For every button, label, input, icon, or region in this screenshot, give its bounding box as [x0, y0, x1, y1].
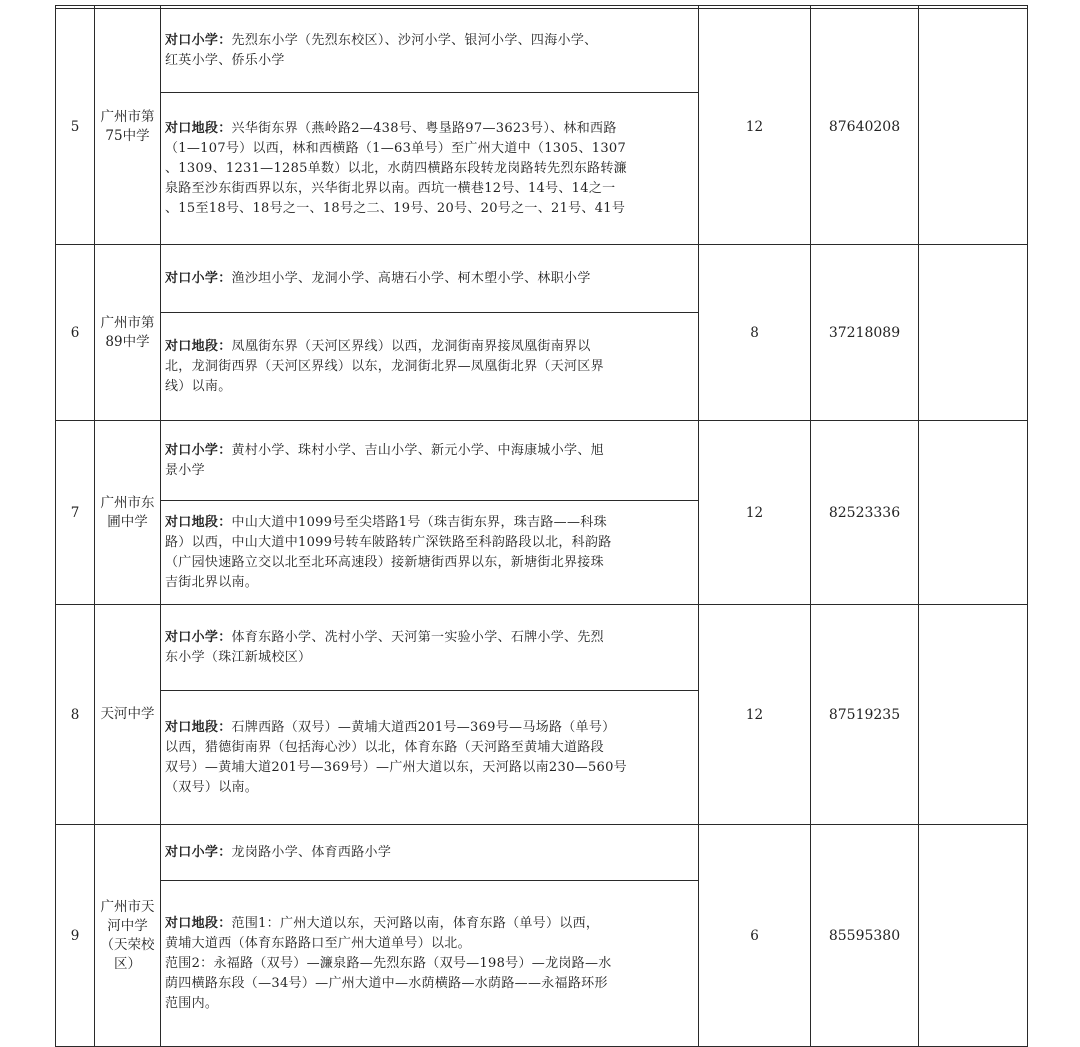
area-text: [165, 337, 694, 397]
field-label: 对口地段：: [165, 120, 232, 136]
field-value: 范围2：永福路（双号）—濂泉路—先烈东路（双号—198号）—龙岗路—水: [165, 955, 612, 971]
row-number: 6: [56, 245, 95, 421]
text-line: [165, 119, 694, 139]
field-value: 双号）—黄埔大道201号—369号）—广州大道以东，天河路以南230—560号: [165, 759, 627, 775]
phone-number: 37218089: [811, 245, 919, 421]
field-label: 对口地段：: [165, 514, 232, 530]
table-row: [56, 605, 1028, 691]
school-name: [95, 245, 161, 421]
school-name-line: 广州市第: [100, 314, 155, 331]
school-name: [95, 9, 161, 245]
school-name-line: 河中学: [107, 917, 148, 934]
text-line: [165, 553, 694, 573]
field-value: 黄村小学、珠村小学、吉山小学、新元小学、中海康城小学、旭: [231, 442, 604, 458]
remarks-cell: [919, 605, 1028, 825]
text-line: [165, 357, 694, 377]
primary-schools-text: [165, 628, 694, 668]
area-text: [165, 119, 694, 219]
area-text: [165, 718, 694, 798]
field-label: 对口地段：: [165, 338, 232, 354]
primary-schools-text: [165, 441, 694, 481]
field-value: 范围1：广州大道以东，天河路以南，体育东路（单号）以西，: [231, 915, 600, 931]
field-value: 路）以西，中山大道中1099号转车陂路转广深铁路至科韵路段以北，科韵路: [165, 534, 612, 550]
class-count: 12: [699, 9, 811, 245]
text-line: [165, 914, 694, 934]
row-number: 7: [56, 421, 95, 605]
school-name-line: （天荣校: [100, 936, 155, 953]
school-name-line: 广州市东: [100, 494, 155, 511]
text-line: [165, 843, 694, 863]
text-line: [165, 337, 694, 357]
school-name-line: 89中学: [105, 333, 150, 350]
primary-schools-text: [165, 269, 694, 289]
school-name: [95, 825, 161, 1047]
field-value: 红英小学、侨乐小学: [165, 52, 285, 68]
table-body: [56, 6, 1028, 1047]
text-line: [165, 628, 694, 648]
field-value: 线）以南。: [165, 378, 232, 394]
remarks-cell: [919, 245, 1028, 421]
remarks-cell: [919, 421, 1028, 605]
class-count: 8: [699, 245, 811, 421]
table-row: [56, 245, 1028, 313]
area-cell: [161, 313, 699, 421]
field-value: 北，龙洞街西界（天河区界线）以东，龙洞街北界—凤凰街北界（天河区界: [165, 358, 604, 374]
field-value: 、1309、1231—1285单数）以北，水荫四横路东段转龙岗路转先烈东路转濂: [165, 160, 627, 176]
field-value: 范围内。: [165, 995, 219, 1011]
area-cell: [161, 93, 699, 245]
field-label: 对口小学：: [165, 270, 232, 286]
row-number: 5: [56, 9, 95, 245]
school-name: [95, 605, 161, 825]
class-count: 12: [699, 605, 811, 825]
text-line: [165, 738, 694, 758]
text-line: [165, 934, 694, 954]
text-line: [165, 533, 694, 553]
field-label: 对口地段：: [165, 719, 232, 735]
school-name-line: 75中学: [105, 127, 150, 144]
remarks-cell: [919, 9, 1028, 245]
text-line: [165, 718, 694, 738]
field-label: 对口小学：: [165, 629, 232, 645]
field-value: 先烈东小学（先烈东校区）、沙河小学、银河小学、四海小学、: [231, 32, 598, 48]
text-line: [165, 974, 694, 994]
table-row: [56, 825, 1028, 881]
field-value: 中山大道中1099号至尖塔路1号（珠吉街东界，珠吉路——科珠: [231, 514, 607, 530]
area-text: [165, 513, 694, 593]
field-value: 黄埔大道西（体育东路路口至广州大道单号）以北。: [165, 935, 471, 951]
text-line: [165, 139, 694, 159]
school-name-line: 圃中学: [107, 513, 148, 530]
phone-number: 82523336: [811, 421, 919, 605]
text-line: [165, 199, 694, 219]
text-line: [165, 778, 694, 798]
primary-schools-cell: [161, 245, 699, 313]
text-line: [165, 954, 694, 974]
text-line: [165, 31, 694, 51]
area-cell: [161, 881, 699, 1047]
school-name-line: 区）: [114, 955, 141, 972]
primary-schools-text: [165, 843, 694, 863]
field-label: 对口小学：: [165, 844, 232, 860]
field-value: 石牌西路（双号）—黄埔大道西201号—369号—马场路（单号）: [231, 719, 616, 735]
field-label: 对口地段：: [165, 915, 232, 931]
text-line: [165, 377, 694, 397]
field-value: 泉路至沙东街西界以东，兴华街北界以南。西坑一横巷12号、14号、14之一: [165, 180, 616, 196]
text-line: [165, 51, 694, 71]
text-line: [165, 573, 694, 593]
school-name: [95, 421, 161, 605]
class-count: 12: [699, 421, 811, 605]
phone-number: 87640208: [811, 9, 919, 245]
area-cell: [161, 691, 699, 825]
row-number: 8: [56, 605, 95, 825]
field-value: 体育东路小学、冼村小学、天河第一实验小学、石牌小学、先烈: [231, 629, 604, 645]
school-name-line: 广州市天: [100, 898, 155, 915]
field-value: 龙岗路小学、体育西路小学: [231, 844, 392, 860]
primary-schools-text: [165, 31, 694, 71]
school-name-line: 天河中学: [100, 706, 155, 722]
text-line: [165, 994, 694, 1014]
school-name-line: 广州市第: [100, 108, 155, 125]
primary-schools-cell: [161, 605, 699, 691]
field-value: （双号）以南。: [165, 779, 259, 795]
field-label: 对口小学：: [165, 442, 232, 458]
field-value: （广园快速路立交以北至北环高速段）接新塘街西界以东，新塘街北界接珠: [165, 554, 604, 570]
zoning-table: [55, 5, 1028, 1047]
table-row: [56, 421, 1028, 501]
text-line: [165, 758, 694, 778]
field-value: 吉街北界以南。: [165, 574, 259, 590]
text-line: [165, 269, 694, 289]
primary-schools-cell: [161, 9, 699, 93]
field-value: 景小学: [165, 462, 205, 478]
class-count: 6: [699, 825, 811, 1047]
text-line: [165, 179, 694, 199]
field-value: 渔沙坦小学、龙洞小学、高塘石小学、柯木塱小学、林职小学: [231, 270, 591, 286]
field-value: 凤凰街东界（天河区界线）以西，龙洞街南界接凤凰街南界以: [231, 338, 591, 354]
field-value: （1—107号）以西，林和西横路（1—63单号）至广州大道中（1305、1307: [165, 140, 627, 156]
field-value: 以西，猎德街南界（包括海心沙）以北，体育东路（天河路至黄埔大道路段: [165, 739, 604, 755]
phone-number: 85595380: [811, 825, 919, 1047]
primary-schools-cell: [161, 825, 699, 881]
text-line: [165, 461, 694, 481]
phone-number: 87519235: [811, 605, 919, 825]
row-number: 9: [56, 825, 95, 1047]
text-line: [165, 441, 694, 461]
area-cell: [161, 501, 699, 605]
field-value: 荫四横路东段（—34号）—广州大道中—水荫横路—水荫路——永福路环形: [165, 975, 608, 991]
area-text: [165, 914, 694, 1014]
field-value: 兴华街东界（燕岭路2—438号、粤垦路97—3623号）、林和西路: [231, 120, 617, 136]
field-value: 东小学（珠江新城校区）: [165, 649, 312, 665]
primary-schools-cell: [161, 421, 699, 501]
table-row: [56, 9, 1028, 93]
remarks-cell: [919, 825, 1028, 1047]
text-line: [165, 159, 694, 179]
text-line: [165, 648, 694, 668]
field-value: 、15至18号、18号之一、18号之二、19号、20号、20号之一、21号、41号: [165, 200, 626, 216]
field-label: 对口小学：: [165, 32, 232, 48]
text-line: [165, 513, 694, 533]
